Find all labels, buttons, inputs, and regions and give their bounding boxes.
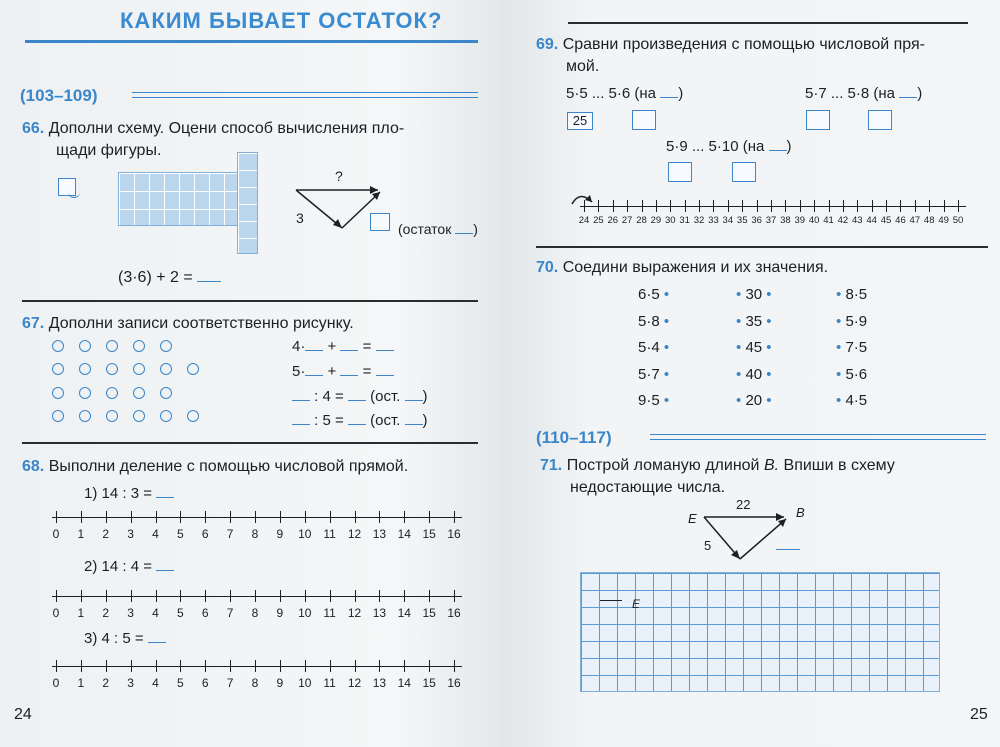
axis-tick-label: 4 [152,606,159,620]
axis-tick [255,511,256,523]
axis-tick-label: 5 [177,527,184,541]
axis-tick [205,511,206,523]
grid-label-E: E [632,597,641,611]
axis-tick [81,511,82,523]
figure-grid-column [237,152,258,254]
scheme-three: 3 [296,210,304,226]
axis-tick [379,590,380,602]
axis-tick [771,200,772,212]
comparison-69-2: 5·7 ... 5·8 (на ) [805,85,923,102]
value-col2-4[interactable]: • 20 • [736,392,772,409]
axis-tick-label: 0 [52,527,60,541]
range-label-left: (103–109) [20,86,98,105]
axis-tick [814,200,815,212]
label-22: 22 [736,497,751,512]
task-66-line2: щади фигуры. [56,142,162,159]
axis-tick [404,590,405,602]
axis-tick-label: 11 [323,606,336,620]
axis-tick [131,660,132,672]
axis-tick [429,660,430,672]
page-number-left: 24 [14,706,32,723]
axis-tick-label: 3 [127,527,134,541]
axis-tick-label: 25 [593,215,604,226]
axis-tick [929,200,930,212]
axis-tick [379,660,380,672]
axis-tick [829,200,830,212]
circles-row-3 [52,386,187,404]
axis-tick [255,660,256,672]
axis-tick [699,200,700,212]
range-rule-bottom [132,97,478,98]
axis-tick-label: 0 [52,676,60,690]
axis-tick-label: 9 [276,606,284,620]
division-68-1: 1) 14 : 3 = [84,484,174,502]
axis-tick-label: 48 [923,215,935,226]
axis-tick [330,590,331,602]
axis-tick [230,511,231,523]
axis-tick-label: 10 [298,527,312,541]
axis-tick [900,200,901,212]
axis-tick-label: 14 [397,606,411,620]
axis-tick [642,200,643,212]
axis-line [580,206,966,207]
answer-box-69-2[interactable] [632,110,656,130]
axis-tick-label: 30 [665,215,676,226]
expr-col3-3[interactable]: • 5·6 [836,365,868,383]
title-underline [25,40,478,43]
axis-tick-label: 7 [226,676,234,690]
match-col-2 [736,282,772,415]
axis-tick-label: 5 [177,606,184,620]
expr-col3-2[interactable]: • 7·5 [836,339,868,356]
axis-tick [355,590,356,602]
axis-tick [800,200,801,212]
answer-box-69-4[interactable] [868,110,892,130]
axis-tick [404,660,405,672]
scheme-71 [700,505,800,565]
axis-tick [429,590,430,602]
axis-tick-label: 15 [422,527,436,541]
axis-tick-label: 46 [895,215,906,226]
axis-tick [106,511,107,523]
value-col2-0[interactable]: • 30 • [736,286,772,303]
range-label-right: (110–117) [536,428,612,447]
task-66-line1: Дополни схему. Оцени способ вычисления пло- [48,120,405,137]
value-col2-1[interactable]: • 35 • [736,312,772,330]
axis-tick-label: 33 [708,215,719,226]
answer-box-69-5[interactable] [668,162,692,182]
axis-tick [355,660,356,672]
axis-tick-label: 15 [422,606,436,620]
axis-tick-label: 40 [808,215,820,226]
circles-row-2 [52,362,214,380]
axis-tick [330,511,331,523]
expr-col3-4[interactable]: • 4·5 [836,392,868,409]
axis-tick [106,590,107,602]
axis-tick [131,590,132,602]
axis-tick [230,660,231,672]
comparison-69-3: 5·9 ... 5·10 (на ) [666,138,792,155]
expr-col1-1[interactable]: 5·8 • [638,312,670,330]
label-5: 5 [704,538,712,553]
axis-tick-label: 2 [102,606,110,620]
answer-box-66b[interactable] [370,213,390,231]
axis-tick-label: 41 [823,215,834,226]
axis-tick-label: 9 [276,527,284,541]
axis-line [52,596,462,597]
axis-tick [656,200,657,212]
answer-box-69-3[interactable] [806,110,830,130]
axis-tick [454,511,455,523]
axis-tick-label: 42 [837,215,849,226]
axis-tick-label: 7 [226,606,234,620]
axis-tick [56,590,57,602]
axis-tick [627,200,628,212]
answer-box-66a-arc [68,188,80,198]
axis-tick-label: 8 [251,606,259,620]
axis-tick-label: 6 [201,606,209,620]
axis-tick-label: 32 [693,215,705,226]
axis-tick-label: 15 [422,676,436,690]
axis-tick-label: 39 [794,215,806,226]
axis-tick-label: 27 [621,215,633,226]
axis-tick [742,200,743,212]
axis-tick-label: 16 [447,676,461,690]
expr-col3-0[interactable]: • 8·5 [836,286,868,303]
circles-row-4 [52,409,214,427]
axis-tick [81,590,82,602]
axis-tick-label: 1 [77,606,85,620]
axis-tick [205,660,206,672]
axis-tick [454,660,455,672]
axis-tick [958,200,959,212]
axis-tick-label: 16 [447,606,461,620]
division-68-3: 3) 4 : 5 = [84,629,166,647]
axis-tick-label: 3 [127,676,134,690]
axis-tick [404,511,405,523]
axis-tick [81,660,82,672]
axis-tick [205,590,206,602]
scheme-question: ? [335,168,343,184]
axis-tick-label: 13 [372,527,387,541]
axis-tick-label: 44 [866,215,877,226]
axis-tick [230,590,231,602]
expr-col1-2[interactable]: 5·4 • [638,339,670,356]
page-number-right: 25 [970,706,988,723]
axis-tick [915,200,916,212]
axis-tick [255,590,256,602]
axis-tick-label: 24 [578,215,590,226]
axis-tick [305,511,306,523]
axis-tick-label: 34 [722,215,734,226]
axis-tick [305,660,306,672]
value-col2-3[interactable]: • 40 • [736,365,772,383]
axis-tick [355,511,356,523]
label-E: E [688,511,697,526]
record-67-3: : 4 = (ост. ) [292,387,428,405]
axis-tick-label: 1 [77,676,85,690]
task-70-text: 70. Соедини выражения и их значения. [536,259,829,276]
axis-tick-label: 45 [880,215,892,226]
axis-tick [180,590,181,602]
axis-tick-label: 12 [347,527,362,541]
axis-tick [156,660,157,672]
drawing-grid-71[interactable] [580,572,940,692]
axis-tick-label: 47 [909,215,921,226]
expr-col1-3[interactable]: 5·7 • [638,365,670,383]
right-page [500,0,1000,747]
axis-tick-label: 28 [636,215,647,226]
axis-tick-label: 49 [938,215,949,226]
axis-tick-label: 13 [372,676,387,690]
axis-tick-label: 31 [679,215,690,226]
expr-col1-4[interactable]: 9·5 • [638,392,670,409]
jump-arc-69 [570,188,600,208]
axis-tick [454,590,455,602]
axis-tick [330,660,331,672]
axis-tick-label: 6 [201,527,209,541]
top-rule-right [568,22,968,24]
axis-tick [56,660,57,672]
axis-tick [156,511,157,523]
axis-tick-label: 16 [447,527,461,541]
axis-tick [379,511,380,523]
axis-tick [613,200,614,212]
axis-tick [429,511,430,523]
axis-tick-label: 1 [77,527,85,541]
expr-col3-1[interactable]: • 5·9 [836,312,868,330]
axis-tick [280,590,281,602]
axis-line [52,666,462,667]
record-67-1: 4· + = [292,337,394,355]
axis-tick [728,200,729,212]
axis-tick [280,511,281,523]
axis-tick-label: 2 [102,676,110,690]
answer-box-69-25[interactable]: 25 [567,112,593,130]
axis-tick [886,200,887,212]
expression-66: (3·6) + 2 = [118,268,221,287]
axis-tick-label: 11 [323,527,336,541]
axis-tick [670,200,671,212]
axis-tick [305,590,306,602]
axis-tick-label: 2 [102,527,110,541]
value-col2-2[interactable]: • 45 • [736,339,772,356]
axis-tick-label: 11 [323,676,336,690]
axis-tick-label: 13 [372,606,387,620]
axis-tick-label: 4 [152,676,159,690]
axis-tick-label: 14 [397,527,411,541]
axis-tick-label: 10 [298,676,312,690]
axis-tick [843,200,844,212]
axis-tick-label: 35 [736,215,748,226]
axis-tick [944,200,945,212]
axis-tick-label: 5 [177,676,184,690]
separator-67 [22,442,478,444]
axis-tick-label: 43 [852,215,863,226]
axis-tick-label: 50 [952,215,964,226]
axis-tick-label: 14 [397,676,411,690]
separator-66 [22,300,478,302]
axis-tick-label: 37 [765,215,777,226]
figure-grid-main [118,172,238,226]
axis-tick-label: 8 [251,527,259,541]
task-68-text: 68. Выполни деление с помощью числовой прямой. [22,458,409,475]
axis-tick [180,660,181,672]
axis-tick [685,200,686,212]
record-67-4: : 5 = (ост. ) [292,411,428,429]
axis-tick [180,511,181,523]
range-rule-right-top [650,434,986,435]
match-col-3 [836,282,867,415]
axis-tick [872,200,873,212]
axis-tick-label: 6 [201,676,209,690]
axis-tick-label: 26 [607,215,619,226]
axis-tick [106,660,107,672]
axis-tick [156,590,157,602]
answer-blank-71[interactable] [776,549,800,550]
page-title: КАКИМ БЫВАЕТ ОСТАТОК? [120,8,443,33]
task-71-text: 71. Построй ломаную длиной B. Впиши в схему недостающие числа. [540,457,895,496]
comparison-69-1: 5·5 ... 5·6 (на ) [566,85,684,102]
grid-start-segment [600,600,622,601]
axis-tick-label: 36 [751,215,762,226]
scheme-arrows-66 [290,180,390,240]
answer-box-69-6[interactable] [732,162,756,182]
axis-tick-label: 7 [226,527,234,541]
label-B: B [796,505,805,520]
separator-69 [536,246,988,248]
axis-tick-label: 29 [650,215,662,226]
range-rule-right-bottom [650,439,986,440]
task-67-text: 67. Дополни записи соответственно рисунку. [22,315,354,332]
axis-tick [785,200,786,212]
axis-tick [713,200,714,212]
axis-tick-label: 38 [780,215,791,226]
axis-tick-label: 0 [52,606,60,620]
task-66-number: 66. [22,120,45,137]
range-rule-top [132,92,478,93]
match-col-1 [638,282,669,415]
axis-tick [584,200,585,212]
expr-col1-0[interactable]: 6·5 • [638,286,670,303]
axis-tick [757,200,758,212]
axis-tick-label: 12 [347,676,362,690]
axis-tick-label: 4 [152,527,159,541]
axis-tick-label: 9 [276,676,284,690]
remainder-label: (остаток ) [398,221,478,237]
axis-tick [131,511,132,523]
axis-tick-label: 12 [347,606,362,620]
task-69-text: 69. Сравни произведения с помощью числовой пря- мой. [536,36,926,75]
axis-tick [598,200,599,212]
axis-tick-label: 3 [127,606,134,620]
axis-line [52,517,462,518]
axis-tick-label: 8 [251,676,259,690]
record-67-2: 5· + = [292,362,394,380]
axis-tick [56,511,57,523]
circles-row-1 [52,339,187,357]
axis-tick [857,200,858,212]
axis-tick-label: 10 [298,606,312,620]
division-68-2: 2) 14 : 4 = [84,557,174,575]
axis-tick [280,660,281,672]
